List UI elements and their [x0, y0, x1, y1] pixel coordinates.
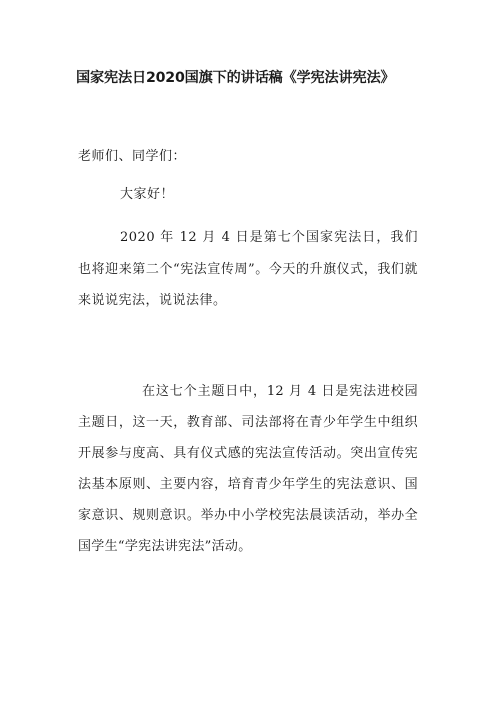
paragraph-1: 2020 年 12 月 4 日是第七个国家宪法日，我们也将迎来第二个“宪法宣传周”。今天的升旗仪式，我们就来说说宪法，说说法律。 — [78, 230, 418, 308]
paragraph-2: 在这七个主题日中，12 月 4 日是宪法进校园主题日，这一天，教育部、司法部将在青少年学生中组织开展参与度高、具有仪式感的宪法宣传活动。突出宣传宪法基本原则、主要内容，培育青少年学生的宪法意识、国家意识、规则意识。举办中小学校宪法晨读活动，举办全国学生“学宪法讲宪法”活动。 — [78, 384, 418, 554]
hello-line: 大家好！ — [120, 187, 175, 202]
document-title: 国家宪法日2020国旗下的讲话稿《学宪法讲宪法》 — [76, 70, 395, 86]
greeting-line: 老师们、同学们： — [78, 149, 187, 164]
